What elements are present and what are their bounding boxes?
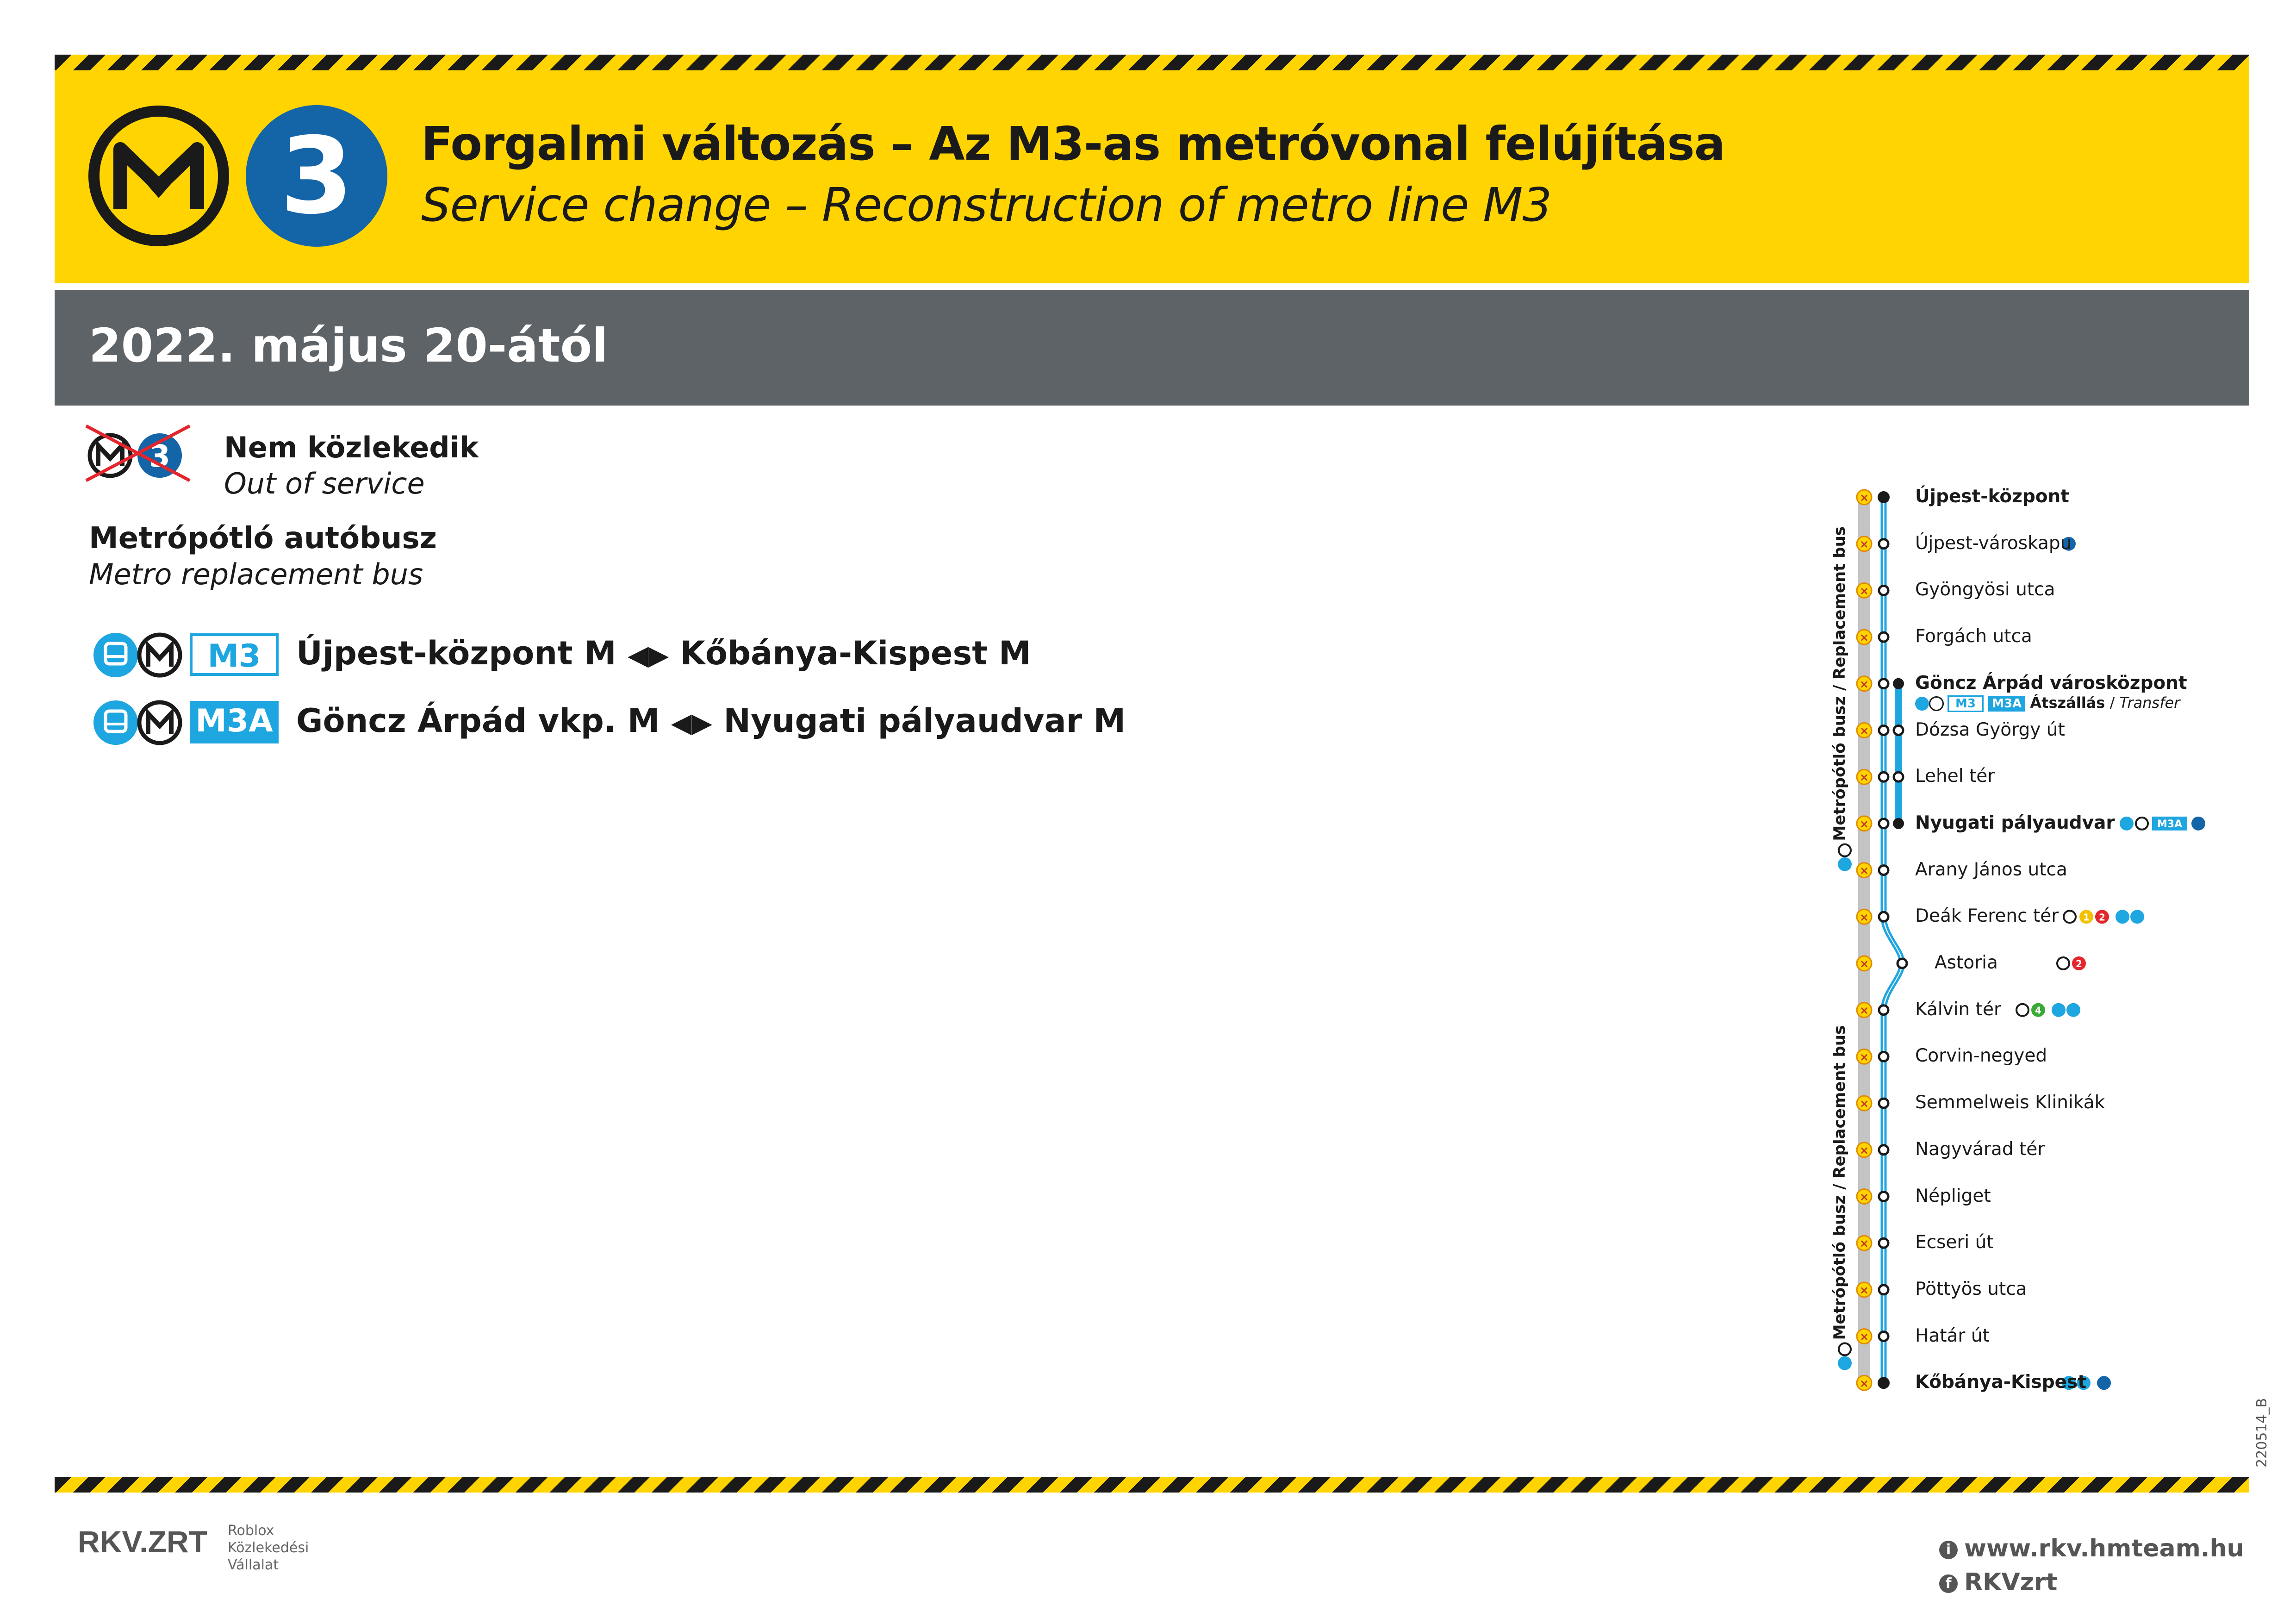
bus-stop-marker bbox=[1879, 1006, 1888, 1015]
closed-x-icon: × bbox=[1859, 1190, 1869, 1204]
stop-label: Arany János utca bbox=[1915, 859, 2067, 880]
metro-icon bbox=[1839, 844, 1851, 856]
side-label-bottom: Metrópótló busz / Replacement bus bbox=[1830, 1025, 1849, 1340]
metro-icon bbox=[1839, 1343, 1851, 1355]
route-m3a-text bbox=[296, 702, 1126, 740]
legend-out-of-service-hu: Nem közlekedik bbox=[224, 431, 479, 464]
bus-stop-marker bbox=[1879, 912, 1888, 921]
bus-icon bbox=[2116, 910, 2129, 924]
closed-x-icon: × bbox=[1859, 1004, 1869, 1017]
airport-bus-icon bbox=[2066, 1003, 2080, 1017]
bus-stop-marker bbox=[1879, 1285, 1888, 1294]
stop-label: Corvin-negyed bbox=[1915, 1045, 2047, 1067]
m3a-stop-marker bbox=[1894, 726, 1903, 735]
facebook-text: RKVzrt bbox=[1964, 1568, 2058, 1596]
out-of-service-icon bbox=[83, 422, 194, 482]
stop-label: Határ út bbox=[1915, 1325, 1990, 1346]
rail-icon bbox=[2097, 1376, 2111, 1390]
bus-stop-marker bbox=[1879, 1145, 1888, 1155]
date-banner bbox=[55, 290, 2249, 406]
stop-label: Deák Ferenc tér bbox=[1915, 906, 2059, 927]
m3-bus-route-right bbox=[1885, 497, 1904, 1383]
metro-icon bbox=[2016, 1004, 2028, 1016]
line-m3a-badge: M3A bbox=[190, 701, 279, 743]
closed-x-icon: × bbox=[1859, 1097, 1869, 1111]
stop-label: Nyugati pályaudvar bbox=[1915, 812, 2115, 833]
m1-badge-label: 1 bbox=[2083, 912, 2090, 923]
closed-x-icon: × bbox=[1859, 1143, 1869, 1157]
line-diagram bbox=[1828, 477, 2254, 1417]
legend-replacement-en: Metro replacement bus bbox=[89, 557, 423, 591]
closed-x-icon: × bbox=[1859, 537, 1869, 551]
closed-x-icon: × bbox=[1859, 631, 1869, 644]
bus-stop-marker bbox=[1879, 726, 1888, 735]
m3a-stop-marker bbox=[1893, 818, 1904, 829]
stop-label: Ecseri út bbox=[1915, 1232, 1994, 1253]
bus-stop-marker bbox=[1879, 632, 1888, 642]
stop-label: Újpest-városkapu bbox=[1915, 532, 2072, 554]
closed-x-icon: × bbox=[1859, 491, 1869, 504]
bus-metro-icon bbox=[2120, 817, 2134, 831]
stop-label: Kálvin tér bbox=[1915, 999, 2001, 1020]
closed-x-icon: × bbox=[1859, 957, 1869, 970]
transfer-note: M3 M3A Átszállás / Transfer bbox=[1915, 694, 2180, 712]
facebook-icon: f bbox=[1939, 1574, 1958, 1593]
bus-icon bbox=[1838, 857, 1852, 871]
route-m3a-from: Göncz Árpád vkp. M bbox=[296, 702, 660, 740]
bus-metro-icon bbox=[93, 697, 185, 748]
closed-x-icon: × bbox=[1859, 724, 1869, 737]
m2-badge-label: 2 bbox=[2076, 958, 2082, 969]
closed-x-icon: × bbox=[1859, 911, 1869, 924]
bidirectional-arrow-icon: ◀▶ bbox=[628, 639, 669, 671]
bus-stop-marker bbox=[1898, 959, 1907, 968]
header-banner bbox=[55, 70, 2249, 283]
route-m3a-to: Nyugati pályaudvar M bbox=[723, 702, 1126, 740]
bus-stop-marker bbox=[1879, 866, 1888, 875]
bus-stop-marker bbox=[1878, 491, 1890, 503]
m3a-stop-marker bbox=[1894, 772, 1903, 781]
bus-stop-marker bbox=[1879, 1099, 1888, 1108]
m4-badge-label: 4 bbox=[2035, 1005, 2041, 1016]
stop-label: Semmelweis Klinikák bbox=[1915, 1092, 2105, 1113]
line-diagram-svg bbox=[1828, 477, 2254, 1417]
org-name bbox=[228, 1522, 309, 1574]
route-m3-from: Újpest-központ M bbox=[296, 634, 616, 672]
bus-icon bbox=[1838, 1356, 1852, 1370]
airport-bus-icon bbox=[2130, 910, 2144, 924]
stop-label: Pöttyös utca bbox=[1915, 1278, 2027, 1299]
legend-out-of-service-en: Out of service bbox=[224, 467, 425, 500]
stop-label: Dózsa György út bbox=[1915, 719, 2065, 740]
closed-x-icon: × bbox=[1859, 864, 1869, 877]
closed-x-icon: × bbox=[1859, 1330, 1869, 1343]
route-m3-text bbox=[296, 634, 1031, 672]
closed-x-icon: × bbox=[1859, 677, 1869, 691]
stop-label: Astoria bbox=[1935, 952, 1998, 973]
stop-label: Népliget bbox=[1915, 1185, 1991, 1206]
bidirectional-arrow-icon: ◀▶ bbox=[671, 707, 713, 738]
bus-icon bbox=[2052, 1003, 2066, 1017]
org-line-3: Vállalat bbox=[228, 1557, 279, 1573]
metro-icon bbox=[2136, 818, 2148, 830]
m3a-stop-marker bbox=[1893, 678, 1904, 689]
hazard-stripe-top bbox=[55, 55, 2249, 70]
org-line-1: Roblox bbox=[228, 1523, 274, 1539]
stop-label: Nagyvárad tér bbox=[1915, 1138, 2045, 1160]
metro-icon bbox=[2064, 911, 2076, 923]
closed-x-icon: × bbox=[1859, 1237, 1869, 1250]
closed-x-icon: × bbox=[1859, 1283, 1869, 1297]
bus-stop-marker bbox=[1879, 1052, 1888, 1061]
metro-icon bbox=[2057, 957, 2069, 969]
date-text: 2022. május 20-ától bbox=[89, 319, 608, 373]
metro-icon bbox=[1929, 696, 1944, 711]
m2-badge-label: 2 bbox=[2099, 912, 2105, 923]
route-m3-to: Kőbánya-Kispest M bbox=[680, 634, 1031, 672]
m3a-mini-badge: M3A bbox=[1988, 696, 2025, 712]
bus-stop-marker bbox=[1878, 1377, 1890, 1389]
bus-stop-marker bbox=[1879, 539, 1888, 549]
version-code: 220514_B bbox=[2254, 1398, 2270, 1468]
title-english: Service change – Reconstruction of metro line M3 bbox=[421, 178, 1552, 232]
org-line-2: Közlekedési bbox=[228, 1540, 309, 1556]
website-link[interactable] bbox=[1939, 1535, 2244, 1562]
bus-stop-marker bbox=[1879, 679, 1888, 688]
stop-label: Göncz Árpád városközpont bbox=[1915, 672, 2187, 693]
bus-stop-marker bbox=[1879, 1192, 1888, 1201]
closed-x-icon: × bbox=[1859, 1050, 1869, 1064]
bus-stop-marker bbox=[1879, 1238, 1888, 1248]
line-m3-badge: M3 bbox=[190, 633, 279, 676]
m3a-mini-label: M3A bbox=[2157, 818, 2183, 830]
stop-label: Kőbánya-Kispest bbox=[1915, 1372, 2086, 1393]
closed-x-icon: × bbox=[1859, 1377, 1869, 1390]
stop-label: Lehel tér bbox=[1915, 766, 1995, 787]
bus-metro-icon bbox=[1915, 697, 1929, 711]
stop-label: Gyöngyösi utca bbox=[1915, 579, 2055, 600]
bus-stop-marker bbox=[1879, 819, 1888, 828]
rail-icon bbox=[2191, 817, 2205, 831]
bus-stop-marker bbox=[1879, 586, 1888, 595]
facebook-link[interactable] bbox=[1939, 1568, 2057, 1596]
bus-stop-marker bbox=[1879, 772, 1888, 781]
info-icon: i bbox=[1939, 1541, 1958, 1559]
title-hungarian: Forgalmi változás – Az M3-as metróvonal felújítása bbox=[421, 117, 1725, 171]
m3-mini-badge: M3 bbox=[1948, 695, 1984, 712]
bus-stop-marker bbox=[1879, 1332, 1888, 1341]
line-3-badge: 3 bbox=[246, 105, 387, 247]
closed-x-icon: × bbox=[1859, 771, 1869, 784]
side-label-top: Metrópótló busz / Replacement bus bbox=[1830, 526, 1849, 841]
stop-label: Újpest-központ bbox=[1915, 486, 2069, 507]
website-text: www.rkv.hmteam.hu bbox=[1964, 1535, 2244, 1562]
hazard-stripe-bottom bbox=[55, 1477, 2249, 1493]
metro-logo-icon bbox=[88, 105, 230, 247]
rkv-logo: RKV.ZRT bbox=[78, 1524, 207, 1559]
bus-metro-icon bbox=[93, 630, 185, 681]
transfer-en: Transfer bbox=[2119, 693, 2180, 712]
transfer-hu: Átszállás bbox=[2030, 693, 2105, 712]
closed-x-icon: × bbox=[1859, 817, 1869, 831]
legend-replacement-hu: Metrópótló autóbusz bbox=[89, 521, 437, 556]
svg-text:3: 3 bbox=[149, 438, 170, 474]
closed-x-icon: × bbox=[1859, 584, 1869, 598]
stop-label: Forgách utca bbox=[1915, 626, 2032, 647]
